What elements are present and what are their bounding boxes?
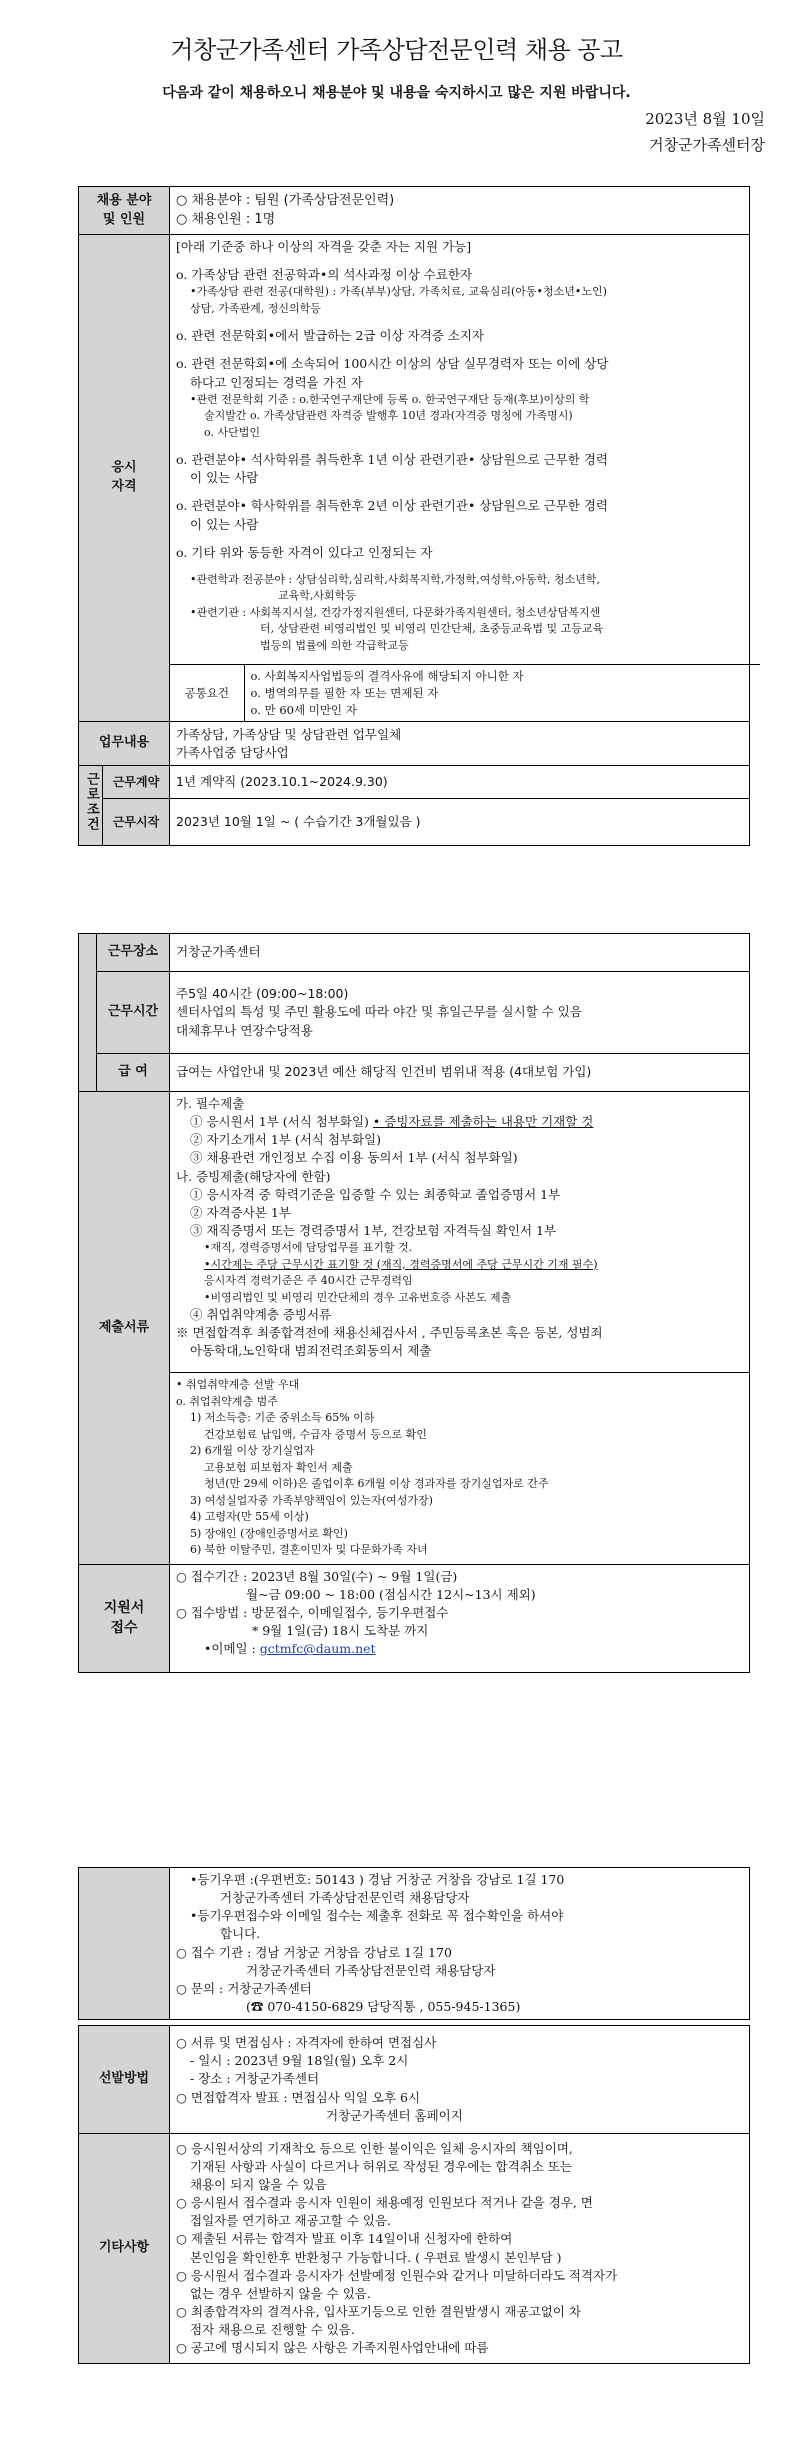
start-header: 근무시작 (103, 799, 170, 846)
qual-line: •가족상담 관련 전공(대학원) : 가족(부부)상담, 가족치료, 교육심리(아동•청소년•노인) (190, 285, 607, 299)
pay-value: 급여는 사업안내 및 2023년 예산 해당직 인건비 범위내 적용 (4대보험 가입) (170, 1054, 750, 1092)
doc-line: ③ 채용관련 개인정보 수집 이용 동의서 1부 (서식 첨부화일) (190, 1150, 518, 1166)
common-requirements-cell (244, 665, 760, 722)
issuing-organization: 거창군가족센터장 (649, 136, 765, 154)
duty-cell (170, 722, 750, 766)
vuln-line: 청년(만 29세 이하)은 졸업이후 6개월 이상 경과자를 장기실업자로 간주 (204, 1477, 549, 1491)
qual-line: 하다고 인정되는 경력을 가진 자 (190, 374, 363, 390)
application-cell (170, 1564, 750, 1672)
mail-line: (☎ 070-4150-6829 담당직통 , 055-945-1365) (246, 1998, 521, 2014)
vuln-line: 6) 북한 이탈주민, 결혼이민자 및 다문화가족 자녀 (190, 1543, 428, 1557)
vuln-line: 2) 6개월 이상 장기실업자 (190, 1444, 315, 1458)
common-line: o. 사회복지사업법등의 결격사유에 해당되지 아니한 자 (250, 669, 524, 684)
qual-line: •관련학과 전공분야 : 상담심리학,심리학,사회복지학,가정학,여성학,아동학, 청소년학, (190, 572, 600, 586)
duty-header: 업무내용 (79, 722, 170, 766)
other-notes-header: 기타사항 (79, 2134, 170, 2364)
vuln-line: 고용보험 피보험자 확인서 제출 (204, 1460, 353, 1474)
select-line: 거창군가족센터 홈페이지 (326, 2107, 463, 2123)
mail-line: •등기우편 :(우편번호: 50143 ) 경남 거창군 거창읍 강남로 1길 170 (190, 1872, 565, 1887)
place-value: 거창군가족센터 (170, 934, 750, 972)
doc-line: ① 응시원서 1부 (서식 첨부화일) • 증빙자료를 제출하는 내용만 기재할 것 (190, 1114, 594, 1130)
etc-line: 기재된 사항과 사실이 다르거나 허위로 작성된 경우에는 합격취소 또는 (190, 2158, 572, 2174)
field-line: ○ 채용분야 : 팀원 (가족상담전문인력) (176, 192, 395, 208)
qual-line: o. 사단법인 (204, 425, 260, 439)
doc-line: •시간제는 주당 근무시간 표기할 것 (재직, 경력증명서에 주당 근무시간 기재 필수) (204, 1257, 598, 1271)
conditions-table (78, 933, 750, 1673)
doc-line: •재직, 경력증명서에 담당업무를 표기할 것. (204, 1241, 413, 1254)
etc-line: ○ 응시원서 접수결과 응시자 인원이 채용예정 인원보다 적거나 같을 경우, 면 (176, 2195, 593, 2211)
duty-line: 가족상담, 가족상담 및 상담관련 업무일체 (176, 726, 402, 742)
duty-line: 가족사업중 담당사업 (176, 744, 289, 760)
qual-line: o. 관련분야• 석사학위를 취득한후 1년 이상 관련기관• 상담원으로 근무한 경력 (176, 452, 609, 468)
field-cell (170, 187, 750, 235)
qual-line: 교육학,사회학등 (278, 589, 356, 603)
common-requirements-table (170, 664, 760, 721)
qual-line: o. 관련 전문학회•에 소속되어 100시간 이상의 상담 실무경력자 또는 이에 상당 (176, 356, 609, 372)
select-line: - 장소 : 거창군가족센터 (190, 2071, 320, 2087)
doc-line: 아동학대,노인학대 범죄전력조회동의서 제출 (190, 1343, 432, 1359)
mail-line: 거창군가족센터 가족상담전문인력 채용담당자 (220, 1890, 470, 1906)
vuln-line: 건강보험료 납입액, 수급자 증명서 등으로 확인 (204, 1427, 427, 1441)
doc-line: ① 응시자격 중 학력기준을 입증할 수 있는 최종학교 졸업증명서 1부 (190, 1186, 561, 1202)
email-link[interactable]: gctmfc@daum.net (259, 1641, 376, 1657)
etc-line: ○ 최종합격자의 결격사유, 입사포기등으로 인한 결원발생시 재공고없이 차 (176, 2303, 581, 2319)
hours-cell (170, 972, 750, 1054)
apply-line: * 9월 1일(금) 18시 도착분 까지 (252, 1623, 429, 1639)
hours-line: 대체휴무나 연장수당적용 (176, 1022, 313, 1038)
pay-header: 급 여 (97, 1054, 170, 1092)
doc-line: 응시자격 경력기준은 주 40시간 근무경력임 (204, 1274, 413, 1287)
mail-line: 합니다. (220, 1926, 261, 1942)
page-subtitle: 다음과 같이 채용하오니 채용분야 및 내용을 숙지하시고 많은 지원 바랍니다. (162, 85, 631, 101)
mailing-table (78, 1867, 750, 2020)
vuln-line: 1) 저소득층: 기준 중위소득 65% 이하 (190, 1411, 375, 1425)
place-header: 근무장소 (97, 934, 170, 972)
apply-line: 월~금 09:00 ~ 18:00 (점심시간 12시~13시 제외) (246, 1587, 536, 1602)
application-header: 지원서 접수 (79, 1564, 170, 1672)
apply-line: ○ 접수방법 : 방문접수, 이메일접수, 등기우편접수 (176, 1605, 449, 1621)
qual-line: o. 관련 전문학회•에서 발급하는 2급 이상 자격증 소지자 (176, 328, 485, 344)
vuln-line: 3) 여성실업자중 가족부양책임이 있는자(여성가장) (190, 1493, 433, 1507)
hours-header: 근무시간 (97, 972, 170, 1054)
work-conditions-header (79, 766, 103, 846)
doc-line: ③ 재직증명서 또는 경력증명서 1부, 건강보험 자격득실 확인서 1부 (190, 1222, 557, 1238)
page-title: 거창군가족센터 가족상담전문인력 채용 공고 (170, 36, 623, 64)
vulnerable-groups-box (170, 1372, 749, 1561)
doc-line: ② 자기소개서 1부 (서식 첨부화일) (190, 1132, 382, 1148)
start-value: 2023년 10월 1일 ~ ( 수습기간 3개월있음 ) (170, 799, 750, 846)
contract-header: 근무계약 (103, 766, 170, 799)
qual-line: 술지발간 o. 가족상담관련 자격증 발행후 10년 경과(자격증 명칭에 가족명시) (204, 409, 573, 423)
etc-line: 없는 경우 선발하지 않을 수 있음. (190, 2285, 371, 2301)
documents-cell (170, 1092, 750, 1565)
mail-line: ○ 문의 : 거창군가족센터 (176, 1980, 312, 1996)
vuln-line: • 취업취약계층 선발 우대 (176, 1378, 300, 1392)
apply-line: ○ 접수기간 : 2023년 8월 30일(수) ~ 9월 1일(금) (176, 1568, 458, 1584)
doc-line: ※ 면접합격후 최종합격전에 채용신체검사서 , 주민등록초본 혹은 등본, 성범죄 (176, 1325, 603, 1341)
etc-line: 점자 채용으로 진행할 수 있음. (190, 2322, 355, 2337)
qualification-cell (170, 235, 750, 722)
apply-line: •이메일 : gctmfc@daum.net (204, 1641, 376, 1657)
hours-line: 센터사업의 특성 및 주민 활용도에 따라 야간 및 휴일근무를 실시할 수 있음 (176, 1004, 582, 1020)
selection-cell (170, 2026, 750, 2134)
etc-line: ○ 응시원서상의 기재착오 등으로 인한 불이익은 일체 응시자의 책임이며, (176, 2140, 573, 2156)
vuln-line: 5) 장애인 (장애인증명서로 확인) (190, 1526, 348, 1540)
etc-line: ○ 제출된 서류는 합격자 발표 이후 14일이내 신청자에 한하여 (176, 2231, 513, 2247)
common-line: o. 만 60세 미만인 자 (250, 702, 357, 717)
vuln-line: 4) 고령자(만 55세 이상) (190, 1510, 309, 1524)
etc-line: 본인임을 확인한후 반환청구 가능합니다. ( 우편료 발생시 본인부담 ) (190, 2249, 562, 2265)
etc-line: ○ 공고에 명시되지 않은 사항은 가족지원사업안내에 따름 (176, 2340, 489, 2356)
common-line: o. 병역의무를 필한 자 또는 면제된 자 (250, 685, 439, 700)
qual-line: 상담, 가족관계, 정신의학등 (190, 301, 321, 315)
documents-header: 제출서류 (79, 1092, 170, 1565)
etc-line: ○ 응시원서 접수결과 응시자가 선발예정 인원수와 같거나 미달하더라도 적격자가 (176, 2267, 618, 2283)
select-line: - 일시 : 2023년 9월 18일(월) 오후 2시 (190, 2053, 409, 2069)
notice-date: 2023년 8월 10일 (645, 110, 765, 128)
qualification-header: 응시 자격 (79, 235, 170, 722)
etc-line: 채용이 되지 않을 수 있음 (190, 2177, 327, 2192)
qual-line: 이 있는 사람 (190, 516, 259, 532)
qual-line: 터, 상담관련 비영리법인 및 비영리 민간단체, 초중등교육법 및 고등교육 (260, 622, 604, 636)
doc-line: ④ 취업취약계층 증빙서류 (190, 1307, 332, 1322)
work-conditions-label: 근로조건 (83, 772, 99, 833)
qual-line: •관련기관 : 사회복지시설, 건강가정지원센터, 다문화가족지원센터, 청소년상담복지센 (190, 605, 601, 619)
selection-table (78, 2025, 750, 2364)
etc-line: 접일자를 연기하고 재공고할 수 있음. (190, 2213, 391, 2229)
qual-line: [아래 기준중 하나 이상의 자격을 갖춘 자는 지원 가능] (176, 239, 472, 254)
qual-line: o. 관련분야• 학사학위를 취득한후 2년 이상 관련기관• 상담원으로 근무한 경력 (176, 498, 609, 514)
select-line: ○ 면접합격자 발표 : 면접심사 익일 오후 6시 (176, 2089, 421, 2105)
field-header: 채용 분야 및 인원 (79, 187, 170, 235)
recruitment-table (78, 186, 750, 846)
qual-line: 법등의 법률에 의한 각급학교등 (260, 638, 409, 652)
selection-header: 선발방법 (79, 2026, 170, 2134)
hours-line: 주5일 40시간 (09:00~18:00) (176, 986, 349, 1002)
doc-line: 가. 필수제출 (176, 1096, 245, 1111)
qual-line: 이 있는 사람 (190, 470, 259, 486)
doc-line: ② 자격증사본 1부 (190, 1204, 291, 1220)
mail-line: •등기우편접수와 이메일 접수는 제출후 전화로 꼭 접수확인을 하셔야 (190, 1908, 564, 1924)
headcount-line: ○ 채용인원 : 1명 (176, 211, 276, 227)
contract-value: 1년 계약직 (2023.10.1~2024.9.30) (170, 766, 750, 799)
select-line: ○ 서류 및 면접심사 : 자격자에 한하여 면접심사 (176, 2035, 437, 2051)
mailing-cell (170, 1868, 750, 2020)
qual-line: o. 기타 위와 동등한 자격이 있다고 인정되는 자 (176, 544, 433, 560)
qual-line: o. 가족상담 관련 전공학과•의 석사과정 이상 수료한자 (176, 267, 473, 283)
mail-line: 거창군가족센터 가족상담전문인력 채용담당자 (246, 1962, 496, 1978)
common-requirements-label: 공통요건 (170, 665, 244, 722)
vuln-line: o. 취업취약계층 범주 (176, 1394, 278, 1408)
qual-line: •관련 전문학회 기준 : o.한국연구재단에 등록 o. 한국연구재단 등재(후보)이상의 학 (190, 392, 590, 406)
mail-line: ○ 접수 기관 : 경남 거창군 거창읍 강남로 1길 170 (176, 1944, 452, 1960)
other-notes-cell (170, 2134, 750, 2364)
doc-line: •비영리법인 및 비영리 민간단체의 경우 고유번호증 사본도 제출 (204, 1290, 512, 1304)
doc-line: 나. 증빙제출(해당자에 한함) (176, 1168, 331, 1184)
